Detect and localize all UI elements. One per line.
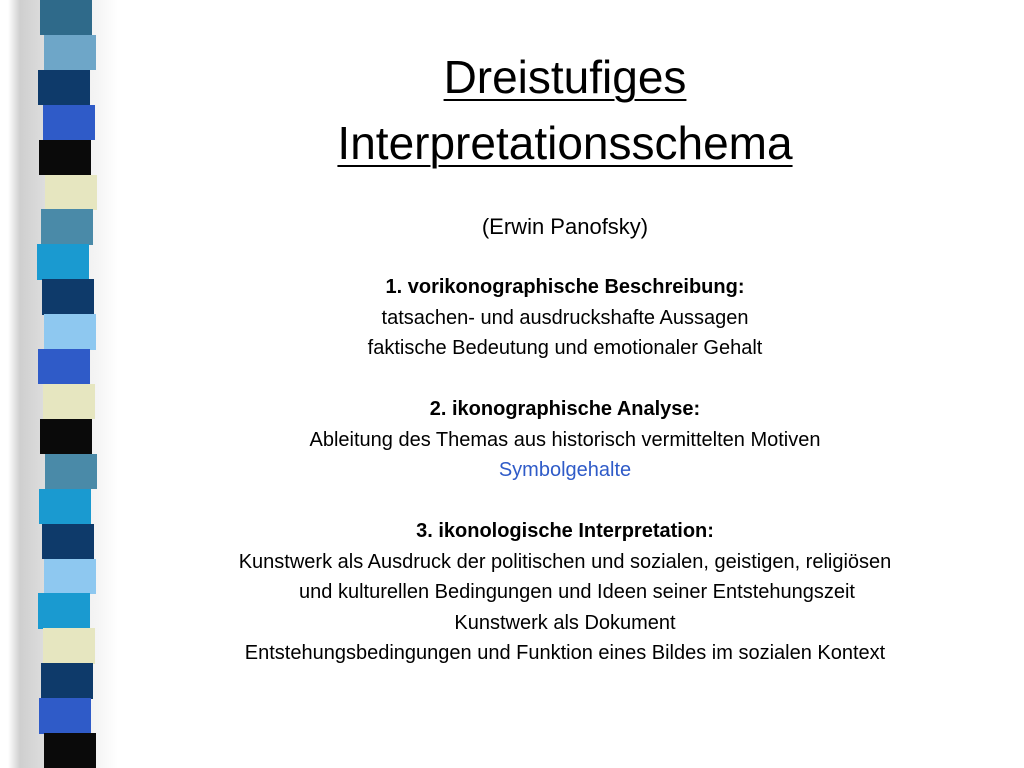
strip-segment <box>45 175 97 210</box>
decorative-color-strip <box>40 0 92 768</box>
section1-line1: tatsachen- und ausdruckshafte Aussagen <box>381 306 749 329</box>
strip-segment <box>38 593 90 628</box>
section2-heading: 2. ikonographische Analyse: <box>429 398 701 420</box>
strip-segment <box>44 733 96 768</box>
strip-segment <box>41 663 93 698</box>
strip-segment <box>40 419 92 454</box>
strip-segment <box>38 70 90 105</box>
strip-segment <box>44 559 96 594</box>
strip-segment <box>44 314 96 349</box>
title-line-1: Dreistufiges <box>443 51 687 103</box>
strip-segment <box>38 349 90 384</box>
slide-subtitle: (Erwin Panofsky) <box>481 214 649 239</box>
section2-line1: Ableitung des Themas aus historisch vermittelten Motiven <box>309 428 821 451</box>
slide-content <box>140 272 990 669</box>
strip-segment <box>45 454 97 489</box>
section1-line2: faktische Bedeutung und emotionaler Gehalt <box>367 337 763 359</box>
section3-heading: 3. ikonologische Interpretation: <box>416 520 714 542</box>
strip-segment <box>43 105 95 140</box>
spacer <box>140 364 990 395</box>
symbolgehalte-link[interactable]: Symbolgehalte <box>498 459 632 481</box>
strip-segment <box>39 489 91 524</box>
strip-segment <box>39 140 91 175</box>
strip-segment <box>39 698 91 733</box>
section3-line3: Kunstwerk als Dokument <box>454 611 676 634</box>
strip-segment <box>40 0 92 35</box>
section3-line4: Entstehungsbedingungen und Funktion eines Bildes im sozialen Kontext <box>244 642 886 664</box>
section3-line2: und kulturellen Bedingungen und Ideen seiner Entstehungszeit <box>299 581 855 603</box>
title-line-2: Interpretationsschema <box>337 117 793 169</box>
strip-segment <box>37 244 89 279</box>
strip-segment <box>43 628 95 663</box>
slide-title <box>180 44 950 176</box>
strip-segment <box>42 279 94 314</box>
section3-line1: Kunstwerk als Ausdruck der politischen und sozialen, geistigen, religiösen <box>238 550 892 573</box>
strip-segment <box>42 524 94 559</box>
strip-segment <box>44 35 96 70</box>
section1-heading: 1. vorikonographische Beschreibung: <box>385 276 745 298</box>
spacer <box>140 486 990 517</box>
strip-segment <box>43 384 95 419</box>
strip-segment <box>41 209 93 244</box>
